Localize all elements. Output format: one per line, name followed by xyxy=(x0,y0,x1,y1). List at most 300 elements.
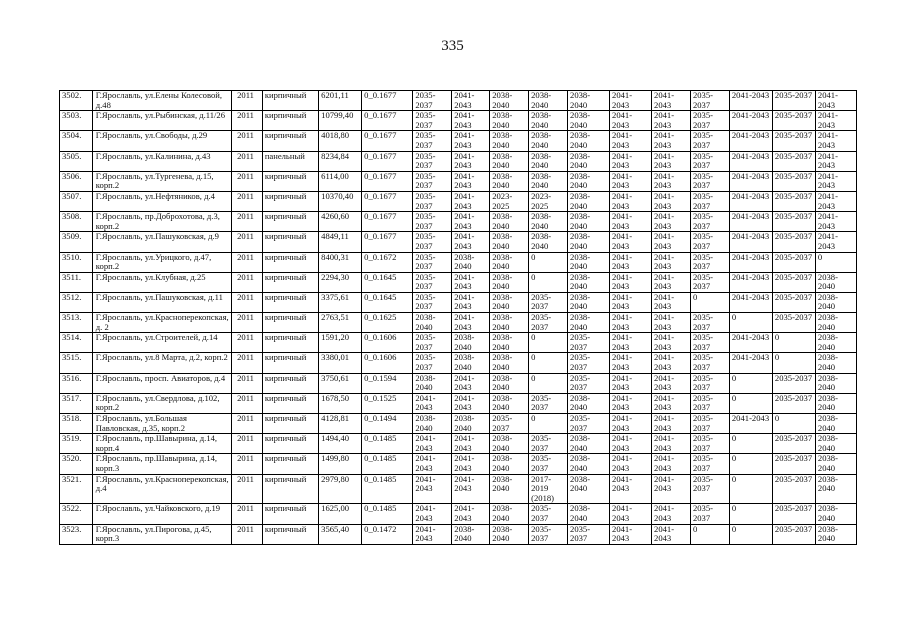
cell-wall-material: панельный xyxy=(262,151,318,171)
cell-term-6: 2041-2043 xyxy=(610,191,652,211)
cell-term-5: 2035-2037 xyxy=(568,353,610,373)
cell-term-10: 0 xyxy=(772,353,815,373)
cell-address: Г.Ярославль, ул.Нефтяников, д.4 xyxy=(92,191,231,211)
cell-term-7: 2041-2043 xyxy=(652,91,691,111)
cell-term-8: 2035-2037 xyxy=(690,313,729,333)
cell-term-10: 2035-2037 xyxy=(772,191,815,211)
cell-area: 1499,80 xyxy=(319,454,362,474)
cell-term-2: 2041-2043 xyxy=(452,151,490,171)
cell-wall-material: кирпичный xyxy=(262,191,318,211)
cell-term-1: 2035-2037 xyxy=(413,333,452,353)
cell-coefficient: 0_0.1645 xyxy=(362,272,413,292)
table-row xyxy=(60,191,857,211)
cell-term-11: 2038-2040 xyxy=(815,524,856,544)
cell-term-5: 2038-2040 xyxy=(568,292,610,312)
cell-row-number: 3521. xyxy=(60,474,93,504)
cell-term-8: 2035-2037 xyxy=(690,353,729,373)
cell-term-10: 2035-2037 xyxy=(772,91,815,111)
cell-term-9: 2041-2043 xyxy=(729,91,772,111)
cell-term-7: 2041-2043 xyxy=(652,111,691,131)
cell-term-5: 2038-2040 xyxy=(568,454,610,474)
cell-term-10: 2035-2037 xyxy=(772,292,815,312)
cell-term-6: 2041-2043 xyxy=(610,212,652,232)
cell-term-10: 2035-2037 xyxy=(772,111,815,131)
cell-term-1: 2038-2040 xyxy=(413,373,452,393)
table-row xyxy=(60,151,857,171)
cell-year: 2011 xyxy=(232,191,263,211)
cell-coefficient: 0_0.1485 xyxy=(362,474,413,504)
cell-term-6: 2041-2043 xyxy=(610,373,652,393)
cell-term-5: 2038-2040 xyxy=(568,191,610,211)
cell-wall-material: кирпичный xyxy=(262,414,318,434)
cell-term-10: 2035-2037 xyxy=(772,272,815,292)
cell-term-4: 2023-2025 xyxy=(529,191,568,211)
cell-wall-material: кирпичный xyxy=(262,212,318,232)
cell-term-3: 2038-2040 xyxy=(490,524,529,544)
cell-wall-material: кирпичный xyxy=(262,292,318,312)
cell-term-4: 2035-2037 xyxy=(529,313,568,333)
cell-year: 2011 xyxy=(232,414,263,434)
cell-term-1: 2041-2043 xyxy=(413,474,452,504)
cell-term-8: 0 xyxy=(690,524,729,544)
cell-term-10: 2035-2037 xyxy=(772,252,815,272)
cell-term-11: 2041-2043 xyxy=(815,191,856,211)
cell-area: 4260,60 xyxy=(319,212,362,232)
cell-term-11: 2038-2040 xyxy=(815,414,856,434)
cell-area: 1678,50 xyxy=(319,393,362,413)
cell-year: 2011 xyxy=(232,353,263,373)
cell-year: 2011 xyxy=(232,524,263,544)
cell-term-3: 2038-2040 xyxy=(490,91,529,111)
cell-row-number: 3508. xyxy=(60,212,93,232)
cell-term-11: 2041-2043 xyxy=(815,151,856,171)
cell-area: 8400,31 xyxy=(319,252,362,272)
cell-term-2: 2041-2043 xyxy=(452,272,490,292)
cell-term-10: 2035-2037 xyxy=(772,434,815,454)
cell-term-9: 0 xyxy=(729,373,772,393)
cell-term-6: 2041-2043 xyxy=(610,272,652,292)
page-number: 335 xyxy=(441,38,464,54)
cell-term-2: 2041-2043 xyxy=(452,131,490,151)
cell-row-number: 3505. xyxy=(60,151,93,171)
table-row xyxy=(60,414,857,434)
cell-coefficient: 0_0.1625 xyxy=(362,313,413,333)
cell-term-1: 2035-2037 xyxy=(413,191,452,211)
cell-term-11: 2041-2043 xyxy=(815,91,856,111)
table-row xyxy=(60,474,857,504)
cell-year: 2011 xyxy=(232,171,263,191)
cell-coefficient: 0_0.1672 xyxy=(362,252,413,272)
cell-term-7: 2041-2043 xyxy=(652,171,691,191)
cell-wall-material: кирпичный xyxy=(262,272,318,292)
cell-wall-material: кирпичный xyxy=(262,474,318,504)
cell-term-3: 2038-2040 xyxy=(490,252,529,272)
cell-term-11: 2041-2043 xyxy=(815,232,856,252)
cell-term-11: 2038-2040 xyxy=(815,272,856,292)
cell-year: 2011 xyxy=(232,151,263,171)
cell-term-1: 2035-2037 xyxy=(413,252,452,272)
cell-year: 2011 xyxy=(232,333,263,353)
cell-row-number: 3511. xyxy=(60,272,93,292)
table-row xyxy=(60,333,857,353)
cell-area: 3750,61 xyxy=(319,373,362,393)
cell-row-number: 3503. xyxy=(60,111,93,131)
cell-term-7: 2041-2043 xyxy=(652,353,691,373)
cell-term-3: 2038-2040 xyxy=(490,131,529,151)
cell-term-4: 2038-2040 xyxy=(529,151,568,171)
cell-address: Г.Ярославль, ул.Свободы, д.29 xyxy=(92,131,231,151)
cell-term-10: 2035-2037 xyxy=(772,393,815,413)
cell-coefficient: 0_0.1594 xyxy=(362,373,413,393)
cell-term-7: 2041-2043 xyxy=(652,212,691,232)
cell-term-11: 2038-2040 xyxy=(815,353,856,373)
cell-term-11: 2038-2040 xyxy=(815,504,856,524)
cell-term-8: 2035-2037 xyxy=(690,151,729,171)
cell-address: Г.Ярославль, ул.Рыбинская, д.11/26 xyxy=(92,111,231,131)
cell-term-1: 2035-2037 xyxy=(413,232,452,252)
cell-term-7: 2041-2043 xyxy=(652,313,691,333)
cell-term-10: 2035-2037 xyxy=(772,454,815,474)
cell-coefficient: 0_0.1485 xyxy=(362,434,413,454)
cell-wall-material: кирпичный xyxy=(262,434,318,454)
cell-area: 6114,00 xyxy=(319,171,362,191)
cell-term-7: 2041-2043 xyxy=(652,504,691,524)
cell-term-3: 2038-2040 xyxy=(490,333,529,353)
cell-term-7: 2041-2043 xyxy=(652,272,691,292)
cell-term-1: 2035-2037 xyxy=(413,151,452,171)
table-row xyxy=(60,171,857,191)
cell-term-9: 0 xyxy=(729,504,772,524)
cell-row-number: 3507. xyxy=(60,191,93,211)
cell-term-9: 0 xyxy=(729,524,772,544)
cell-term-10: 2035-2037 xyxy=(772,504,815,524)
cell-term-2: 2041-2043 xyxy=(452,212,490,232)
cell-year: 2011 xyxy=(232,434,263,454)
cell-coefficient: 0_0.1677 xyxy=(362,91,413,111)
cell-term-6: 2041-2043 xyxy=(610,414,652,434)
cell-address: Г.Ярославль, ул.Чайковского, д.19 xyxy=(92,504,231,524)
table-row xyxy=(60,434,857,454)
cell-term-5: 2038-2040 xyxy=(568,252,610,272)
cell-row-number: 3504. xyxy=(60,131,93,151)
cell-area: 8234,84 xyxy=(319,151,362,171)
cell-term-8: 2035-2037 xyxy=(690,212,729,232)
cell-term-7: 2041-2043 xyxy=(652,393,691,413)
cell-term-9: 2041-2043 xyxy=(729,171,772,191)
cell-row-number: 3514. xyxy=(60,333,93,353)
cell-term-7: 2041-2043 xyxy=(652,232,691,252)
cell-wall-material: кирпичный xyxy=(262,131,318,151)
table-body xyxy=(60,91,857,545)
cell-address: Г.Ярославль, ул.Клубная, д.25 xyxy=(92,272,231,292)
cell-wall-material: кирпичный xyxy=(262,524,318,544)
cell-term-9: 2041-2043 xyxy=(729,272,772,292)
cell-wall-material: кирпичный xyxy=(262,252,318,272)
cell-term-6: 2041-2043 xyxy=(610,353,652,373)
cell-term-7: 2041-2043 xyxy=(652,252,691,272)
cell-term-6: 2041-2043 xyxy=(610,252,652,272)
cell-address: Г.Ярославль, ул.Пирогова, д.45, корп.3 xyxy=(92,524,231,544)
cell-address: Г.Ярославль, ул.Большая Павловская, д.35, корп.2 xyxy=(92,414,231,434)
cell-term-11: 2038-2040 xyxy=(815,313,856,333)
cell-year: 2011 xyxy=(232,111,263,131)
cell-term-3: 2038-2040 xyxy=(490,292,529,312)
cell-term-6: 2041-2043 xyxy=(610,454,652,474)
cell-area: 1494,40 xyxy=(319,434,362,454)
cell-wall-material: кирпичный xyxy=(262,232,318,252)
cell-term-11: 2041-2043 xyxy=(815,212,856,232)
cell-area: 6201,11 xyxy=(319,91,362,111)
cell-term-3: 2038-2040 xyxy=(490,504,529,524)
cell-row-number: 3512. xyxy=(60,292,93,312)
cell-term-5: 2038-2040 xyxy=(568,434,610,454)
cell-term-6: 2041-2043 xyxy=(610,393,652,413)
cell-term-11: 2038-2040 xyxy=(815,373,856,393)
cell-coefficient: 0_0.1645 xyxy=(362,292,413,312)
cell-term-6: 2041-2043 xyxy=(610,434,652,454)
cell-term-8: 2035-2037 xyxy=(690,393,729,413)
cell-term-7: 2041-2043 xyxy=(652,454,691,474)
cell-area: 2979,80 xyxy=(319,474,362,504)
cell-area: 2294,30 xyxy=(319,272,362,292)
cell-year: 2011 xyxy=(232,373,263,393)
cell-term-5: 2035-2037 xyxy=(568,333,610,353)
cell-term-8: 0 xyxy=(690,292,729,312)
cell-area: 10370,40 xyxy=(319,191,362,211)
cell-term-6: 2041-2043 xyxy=(610,504,652,524)
cell-row-number: 3520. xyxy=(60,454,93,474)
cell-term-9: 2041-2043 xyxy=(729,333,772,353)
cell-term-8: 2035-2037 xyxy=(690,504,729,524)
cell-term-10: 2035-2037 xyxy=(772,524,815,544)
cell-area: 4128,81 xyxy=(319,414,362,434)
cell-term-9: 2041-2043 xyxy=(729,252,772,272)
cell-term-8: 2035-2037 xyxy=(690,232,729,252)
cell-term-1: 2035-2037 xyxy=(413,131,452,151)
cell-term-9: 2041-2043 xyxy=(729,292,772,312)
cell-term-5: 2035-2037 xyxy=(568,414,610,434)
cell-coefficient: 0_0.1606 xyxy=(362,333,413,353)
cell-term-8: 2035-2037 xyxy=(690,373,729,393)
cell-term-9: 0 xyxy=(729,393,772,413)
cell-term-1: 2035-2037 xyxy=(413,353,452,373)
cell-term-5: 2038-2040 xyxy=(568,131,610,151)
cell-term-1: 2038-2040 xyxy=(413,313,452,333)
cell-term-11: 2041-2043 xyxy=(815,131,856,151)
cell-term-10: 2035-2037 xyxy=(772,373,815,393)
table-row xyxy=(60,524,857,544)
cell-term-8: 2035-2037 xyxy=(690,454,729,474)
cell-row-number: 3513. xyxy=(60,313,93,333)
cell-term-1: 2041-2043 xyxy=(413,504,452,524)
cell-area: 3565,40 xyxy=(319,524,362,544)
cell-term-8: 2035-2037 xyxy=(690,272,729,292)
cell-term-9: 0 xyxy=(729,454,772,474)
cell-term-2: 2041-2043 xyxy=(452,504,490,524)
cell-term-9: 0 xyxy=(729,434,772,454)
cell-term-3: 2038-2040 xyxy=(490,232,529,252)
cell-term-5: 2038-2040 xyxy=(568,232,610,252)
cell-term-4: 2038-2040 xyxy=(529,131,568,151)
cell-coefficient: 0_0.1677 xyxy=(362,212,413,232)
cell-term-4: 0 xyxy=(529,414,568,434)
cell-wall-material: кирпичный xyxy=(262,373,318,393)
cell-coefficient: 0_0.1472 xyxy=(362,524,413,544)
cell-term-11: 2038-2040 xyxy=(815,454,856,474)
cell-term-11: 0 xyxy=(815,252,856,272)
cell-wall-material: кирпичный xyxy=(262,504,318,524)
cell-term-11: 2038-2040 xyxy=(815,474,856,504)
table-row xyxy=(60,454,857,474)
cell-address: Г.Ярославль, пр.Шавырина, д.14, корп.4 xyxy=(92,434,231,454)
cell-term-7: 2041-2043 xyxy=(652,434,691,454)
cell-term-5: 2038-2040 xyxy=(568,313,610,333)
cell-term-9: 2041-2043 xyxy=(729,151,772,171)
cell-area: 4018,80 xyxy=(319,131,362,151)
table-row xyxy=(60,91,857,111)
cell-term-8: 2035-2037 xyxy=(690,252,729,272)
cell-term-3: 2038-2040 xyxy=(490,272,529,292)
cell-term-11: 2041-2043 xyxy=(815,111,856,131)
cell-term-7: 2041-2043 xyxy=(652,373,691,393)
cell-term-10: 0 xyxy=(772,414,815,434)
cell-term-10: 2035-2037 xyxy=(772,151,815,171)
cell-term-3: 2023-2025 xyxy=(490,191,529,211)
cell-row-number: 3506. xyxy=(60,171,93,191)
cell-term-7: 2041-2043 xyxy=(652,292,691,312)
cell-coefficient: 0_0.1485 xyxy=(362,454,413,474)
cell-term-4: 0 xyxy=(529,272,568,292)
cell-address: Г.Ярославль, ул.Свердлова, д.102, корп.2 xyxy=(92,393,231,413)
cell-term-8: 2035-2037 xyxy=(690,434,729,454)
cell-term-5: 2038-2040 xyxy=(568,474,610,504)
cell-term-4: 2035-2037 xyxy=(529,393,568,413)
cell-term-7: 2041-2043 xyxy=(652,151,691,171)
cell-term-4: 2035-2037 xyxy=(529,434,568,454)
cell-term-6: 2041-2043 xyxy=(610,91,652,111)
cell-term-8: 2035-2037 xyxy=(690,333,729,353)
table-row xyxy=(60,373,857,393)
cell-term-2: 2038-2040 xyxy=(452,333,490,353)
cell-term-1: 2035-2037 xyxy=(413,111,452,131)
cell-term-7: 2041-2043 xyxy=(652,131,691,151)
cell-wall-material: кирпичный xyxy=(262,91,318,111)
cell-term-4: 2038-2040 xyxy=(529,171,568,191)
cell-term-9: 2041-2043 xyxy=(729,131,772,151)
cell-term-5: 2038-2040 xyxy=(568,91,610,111)
cell-term-4: 2038-2040 xyxy=(529,111,568,131)
cell-term-6: 2041-2043 xyxy=(610,232,652,252)
cell-year: 2011 xyxy=(232,272,263,292)
cell-year: 2011 xyxy=(232,131,263,151)
cell-term-5: 2038-2040 xyxy=(568,171,610,191)
cell-address: Г.Ярославль, ул.Тургенева, д.15, корп.2 xyxy=(92,171,231,191)
cell-term-1: 2041-2043 xyxy=(413,454,452,474)
cell-row-number: 3515. xyxy=(60,353,93,373)
cell-term-2: 2041-2043 xyxy=(452,454,490,474)
cell-address: Г.Ярославль, ул.Строителей, д.14 xyxy=(92,333,231,353)
cell-address: Г.Ярославль, пр.Доброхотова, д.3, корп.2 xyxy=(92,212,231,232)
cell-term-1: 2035-2037 xyxy=(413,212,452,232)
cell-term-5: 2038-2040 xyxy=(568,111,610,131)
cell-term-7: 2041-2043 xyxy=(652,414,691,434)
table-row xyxy=(60,232,857,252)
cell-term-9: 0 xyxy=(729,474,772,504)
cell-term-9: 2041-2043 xyxy=(729,414,772,434)
cell-term-9: 0 xyxy=(729,313,772,333)
cell-term-2: 2041-2043 xyxy=(452,91,490,111)
cell-term-4: 2038-2040 xyxy=(529,91,568,111)
cell-term-10: 2035-2037 xyxy=(772,232,815,252)
cell-term-2: 2041-2043 xyxy=(452,434,490,454)
cell-term-6: 2041-2043 xyxy=(610,131,652,151)
cell-term-8: 2035-2037 xyxy=(690,191,729,211)
cell-term-7: 2041-2043 xyxy=(652,191,691,211)
cell-wall-material: кирпичный xyxy=(262,353,318,373)
table-row xyxy=(60,111,857,131)
cell-term-2: 2038-2040 xyxy=(452,252,490,272)
cell-row-number: 3517. xyxy=(60,393,93,413)
cell-term-7: 2041-2043 xyxy=(652,524,691,544)
cell-wall-material: кирпичный xyxy=(262,111,318,131)
cell-term-4: 0 xyxy=(529,252,568,272)
cell-term-3: 2038-2040 xyxy=(490,353,529,373)
cell-address: Г.Ярославль, ул.8 Марта, д.2, корп.2 xyxy=(92,353,231,373)
cell-term-6: 2041-2043 xyxy=(610,524,652,544)
cell-wall-material: кирпичный xyxy=(262,313,318,333)
cell-term-8: 2035-2037 xyxy=(690,131,729,151)
cell-term-8: 2035-2037 xyxy=(690,111,729,131)
cell-term-1: 2035-2037 xyxy=(413,171,452,191)
cell-term-9: 2041-2043 xyxy=(729,212,772,232)
cell-coefficient: 0_0.1525 xyxy=(362,393,413,413)
cell-term-4: 2038-2040 xyxy=(529,232,568,252)
cell-term-10: 2035-2037 xyxy=(772,131,815,151)
cell-term-10: 2035-2037 xyxy=(772,171,815,191)
cell-term-5: 2038-2040 xyxy=(568,212,610,232)
cell-term-6: 2041-2043 xyxy=(610,474,652,504)
cell-year: 2011 xyxy=(232,504,263,524)
cell-area: 1625,00 xyxy=(319,504,362,524)
cell-term-9: 2041-2043 xyxy=(729,353,772,373)
cell-term-4: 2035-2037 xyxy=(529,454,568,474)
cell-term-2: 2041-2043 xyxy=(452,373,490,393)
cell-term-4: 2017-2019 (2018) xyxy=(529,474,568,504)
cell-term-2: 2038-2040 xyxy=(452,353,490,373)
cell-address: Г.Ярославль, ул.Урицкого, д.47, корп.2 xyxy=(92,252,231,272)
cell-term-5: 2038-2040 xyxy=(568,504,610,524)
cell-year: 2011 xyxy=(232,474,263,504)
cell-term-3: 2038-2040 xyxy=(490,474,529,504)
cell-term-1: 2038-2040 xyxy=(413,414,452,434)
cell-term-1: 2035-2037 xyxy=(413,272,452,292)
cell-term-3: 2038-2040 xyxy=(490,434,529,454)
cell-year: 2011 xyxy=(232,313,263,333)
table-row xyxy=(60,292,857,312)
cell-term-2: 2041-2043 xyxy=(452,191,490,211)
cell-address: Г.Ярославль, ул.Красноперекопская, д.4 xyxy=(92,474,231,504)
cell-term-4: 2038-2040 xyxy=(529,212,568,232)
cell-area: 10799,40 xyxy=(319,111,362,131)
table-row xyxy=(60,131,857,151)
cell-term-4: 2035-2037 xyxy=(529,504,568,524)
cell-term-8: 2035-2037 xyxy=(690,171,729,191)
cell-address: Г.Ярославль, просп. Авиаторов, д.4 xyxy=(92,373,231,393)
cell-term-10: 0 xyxy=(772,333,815,353)
cell-wall-material: кирпичный xyxy=(262,393,318,413)
cell-term-6: 2041-2043 xyxy=(610,292,652,312)
cell-term-6: 2041-2043 xyxy=(610,151,652,171)
